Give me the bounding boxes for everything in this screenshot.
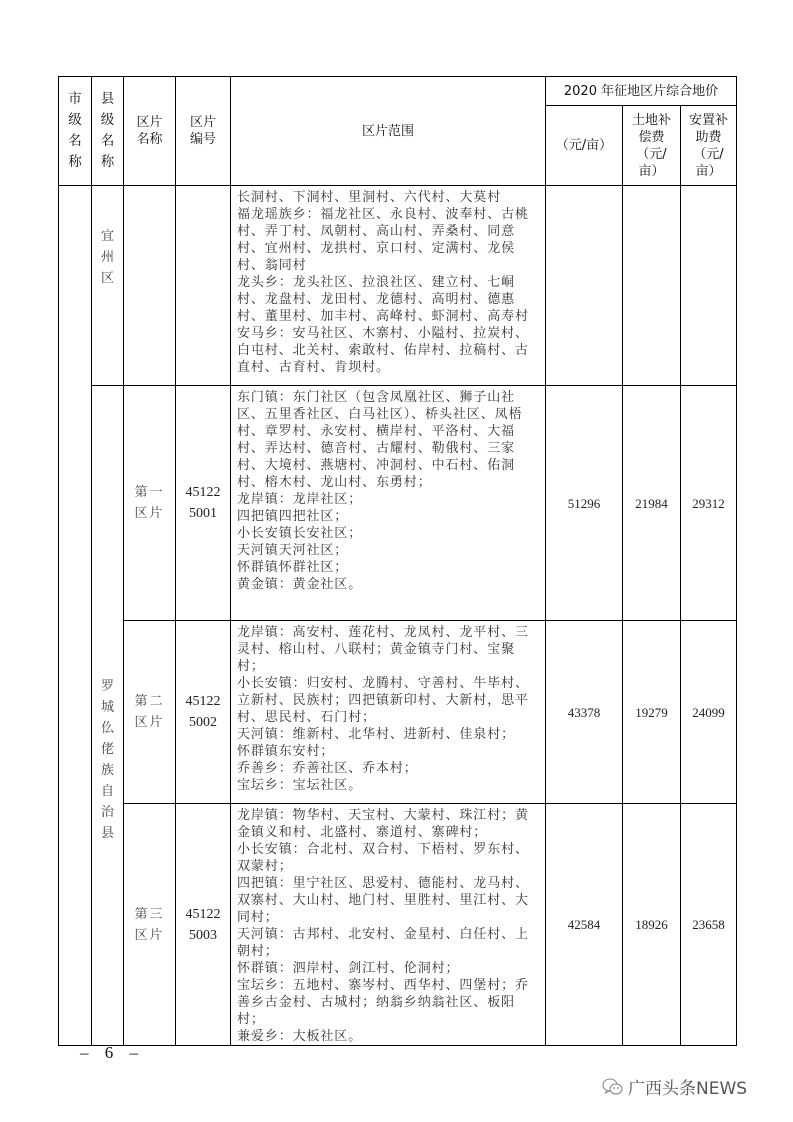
scope-line: 黄金镇：黄金社区。 (237, 577, 363, 592)
header-scope: 区片范围 (231, 77, 546, 186)
scope-line: 东门镇：东门社区（包含凤凰社区、狮子山社区、五里香社区、白马社区）、桥头社区、凤梧村、章罗村、永安村、横岸村、平洛村、大福村、弄达村、德音村、古耀村、勒俄村、三家村、大境村、燕塘村、冲洞村、中石村、佑洞村、榕木村、龙山村、东勇村； (237, 390, 523, 490)
scope-line: 福龙瑶族乡：福龙社区、永良村、波奉村、古桃村、弄丁村、凤朝村、高山村、弄桑村、同意村、宜州村、龙拱村、京口村、定满村、龙侯村、翁同村 (237, 207, 529, 273)
table-row (59, 621, 737, 804)
scope-cell (231, 386, 546, 621)
price-cell: 42584 (546, 804, 623, 1046)
price-cell: 51296 (546, 386, 623, 621)
header-row-1 (59, 77, 737, 106)
header-group-title: 2020 年征地区片综合地价 (546, 77, 737, 106)
watermark-text: 广西头条NEWS (628, 1079, 748, 1099)
scope-line: 宝坛乡：五地村、寨岑村、西华村、四堡村；乔善乡古金村、古城村；纳翁乡纳翁社区、板阳村； (237, 978, 529, 1027)
scope-line: 小长安镇：合北村、双合村、下梧村、罗东村、双蒙村； (237, 842, 529, 874)
page-number: – 6 – (80, 1043, 144, 1062)
header-city: 市级名称 (59, 77, 92, 186)
scope-line: 安马乡：安马社区、木寨村、小隘村、拉炭村、白屯村、北关村、索敢村、佑岸村、拉稿村、古直村、古育村、肯坝村。 (237, 326, 529, 375)
land-comp-cell (623, 186, 681, 386)
zone-code-cell: 45122 5003 (176, 804, 231, 1046)
scope-line: 天河镇：古邦村、北安村、金星村、白任村、上朝村； (237, 927, 529, 959)
zone-name-cell (124, 186, 176, 386)
scope-line: 龙岸镇：龙岸社区； (237, 492, 363, 507)
header-land-comp: 土地补偿费（元/亩） (623, 106, 681, 186)
scope-cell (231, 804, 546, 1046)
zone-name-cell: 第二区片 (124, 621, 176, 804)
scope-line: 天河镇：维新村、北华村、进新村、佳泉村； (237, 727, 516, 742)
scope-line: 龙岸镇：高安村、莲花村、龙凤村、龙平村、三灵村、榕山村、八联村；黄金镇寺门村、宝聚村； (237, 625, 529, 674)
city-cell (59, 186, 92, 1046)
county-cell: 宜州区 (92, 186, 124, 386)
resettle-cell: 23658 (681, 804, 737, 1046)
price-cell: 43378 (546, 621, 623, 804)
scope-line: 怀群镇东安村； (237, 744, 335, 759)
header-zone-name: 区片名称 (124, 77, 176, 186)
header-county: 县级名称 (92, 77, 124, 186)
land-comp-cell: 19279 (623, 621, 681, 804)
header-zone-code: 区片编号 (176, 77, 231, 186)
header-price: （元/亩） (546, 106, 623, 186)
watermark (602, 1074, 747, 1099)
header-resettle: 安置补助费（元/亩） (681, 106, 737, 186)
scope-line: 小长安镇长安社区； (237, 526, 363, 541)
resettle-cell: 29312 (681, 386, 737, 621)
scope-cell (231, 621, 546, 804)
resettle-cell (681, 186, 737, 386)
scope-cell (231, 186, 546, 386)
scope-line: 小长安镇：归安村、龙腾村、守善村、牛毕村、立新村、民族村；四把镇新印村、大新村，思平村、思民村、石门村； (237, 676, 529, 725)
zone-code-cell: 45122 5002 (176, 621, 231, 804)
scope-line: 怀群镇：泗岸村、剑江村、伦洞村； (237, 961, 460, 976)
zone-name-cell: 第三区片 (124, 804, 176, 1046)
scope-line: 四把镇：里宁社区、思爱村、德能村、龙马村、双寨村、大山村、地门村、里胜村、里江村、大同村； (237, 876, 529, 925)
price-cell (546, 186, 623, 386)
table-row (59, 186, 737, 386)
scope-line: 龙头乡：龙头社区、拉浪社区、建立村、七峒村、龙盘村、龙田村、龙德村、高明村、德惠村、董里村、加丰村、高峰村、虾洞村、高寿村 (237, 275, 529, 324)
wechat-icon (602, 1077, 624, 1097)
land-comp-cell: 18926 (623, 804, 681, 1046)
table-row (59, 804, 737, 1046)
land-comp-cell: 21984 (623, 386, 681, 621)
scope-line: 长洞村、下洞村、里洞村、六代村、大莫村 (237, 190, 502, 205)
zone-code-cell: 45122 5001 (176, 386, 231, 621)
resettle-cell: 24099 (681, 621, 737, 804)
scope-line: 兼爱乡：大板社区。 (237, 1029, 363, 1044)
scope-line: 天河镇天河社区； (237, 543, 349, 558)
table-row (59, 386, 737, 621)
land-price-table (58, 76, 737, 1046)
zone-name-cell: 第一区片 (124, 386, 176, 621)
scope-line: 龙岸镇：物华村、天宝村、大蒙村、珠江村；黄金镇义和村、北盛村、寨道村、寨碑村； (237, 808, 529, 840)
scope-line: 四把镇四把社区； (237, 509, 349, 524)
scope-line: 宝坛乡：宝坛社区。 (237, 778, 363, 793)
zone-code-cell (176, 186, 231, 386)
scope-line: 怀群镇怀群社区； (237, 560, 349, 575)
county-cell: 罗城仫佬族自治县 (92, 386, 124, 1046)
scope-line: 乔善乡：乔善社区、乔本村； (237, 761, 418, 776)
